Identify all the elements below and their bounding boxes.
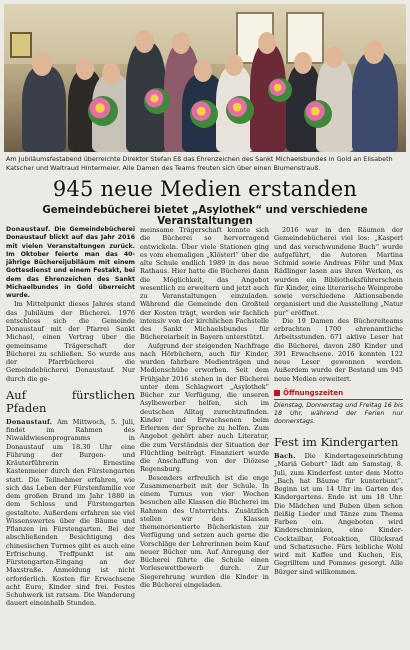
section-title-fuerstliche-pfade: Auf fürstlichen Pfaden (6, 387, 135, 415)
flower-bouquet (190, 100, 218, 128)
body-paragraph (274, 452, 403, 576)
photo-person-head (76, 58, 94, 80)
article-column-3 (274, 226, 403, 576)
body-paragraph: Im Mittelpunkt dieses Jahres stand das Jubiläum der Bücherei. 1976 entschloss sich die Gemeinde Donaustauf mit der Pfarrei Sankt Michael, einen Vertrag über die gemeinsame Trägerschaft der Bücherei zu schließen. So wurde aus der Pfarrbücherei die Gemeindebücherei Donaustauf. Nur durch die ge- (6, 300, 135, 383)
photo-person (22, 66, 66, 152)
body-paragraph: 2016 war in den Räumen der Gemeindebücherei viel los: „Kasperl und das verschwundene Buch“ wurde aufgeführt, die Autoren Martina Schmid sowie Andreas Föhr und Max Rädlinger lasen aus ihren Werken, es wurden ein Bibliotheksführerschein für Kinder, eine literarische Weinprobe sowie verschiedene Aktionsabende organisiert und die Ausstellung „Natur pur“ eröffnet. (274, 226, 403, 317)
red-square-icon (274, 390, 280, 396)
body-paragraph (6, 418, 135, 608)
opening-hours-text: Dienstag, Donnerstag und Freitag 16 bis 18 Uhr, während der Ferien nur donnerstags. (274, 402, 403, 425)
body-paragraph: Besonders erfreulich ist die enge Zusammenarbeit mit der Schule. In einem Turnus von vier Wochen besuchen alle Klassen die Bücherei im Rahmen des Unterrichts. Zusätzlich stellen wir den Klassen themenorientierte Bücherkisten zur Verfügung und setzen auch gerne die Vorschläge der Lehrerinnen beim Kauf neuer Bücher um. Auf Anregung der Bücherei führte die Schule einen Vorlesewettbewerb durch. Zur Siegerehrung wurden die Kinder in die Bücherei eingeladen. (140, 473, 269, 589)
divider (274, 399, 403, 400)
dateline: Bach. (274, 452, 296, 460)
flower-bouquet (226, 96, 254, 124)
dateline: Donaustauf. (6, 226, 51, 233)
body-paragraph: Die 19 Damen des Büchereiteams erbrachten 1700 ehrenamtliche Arbeitsstunden. 671 aktive Leser hat die Bücherei, davon 280 Kinder und 391 Erwachsene. 2016 konnten 122 neue Leser gewonnen werden. Außerdem wurde der Bestand um 945 neue Medien erweitert. (274, 316, 403, 383)
photo-person (352, 52, 398, 152)
body-paragraph: meinsame Trägerschaft konnte sich die Bücherei so hervorragend entwickeln. Über viele Stationen ging es vom ehemaligen „Klösterl“ über die alte Schule endlich 1989 in das neue Rathaus. Hier hatte die Bücherei dann die Möglichkeit, das Angebot wesentlich zu erweitern und jetzt auch zu Veranstaltungen einzuladen. Während die Gemeinde den Großteil der Kosten trägt, werden wir fachlich intensiv von der kirchlichen Fachstelle des Sankt Michaelsbundes für Büchereiarbeit in Bayern unterstützt. (140, 226, 269, 342)
photo-person-head (172, 32, 190, 54)
body-text: Am Mittwoch, 5. Juli, findet im Rahmen des Niwaldwiesenprogramms in Donaustauf um 18.30 Uhr eine Führung der Burgen- und Kräuterführerin Ernestine Kastenmeier durch den Fürstengarten statt. Die Teilnehmer erfahren, wie sich das Leben der Fürstenfamilie vor dem großen Brand im Jahr 1880 in dem Schloss und Fürstengarten gestaltete. Außerdem erfahren sie viel Wissenswertes über die Bäume und Pflanzen im Fürstengarten. Bei der abschließenden Besichtigung des chinesischen Turmes gibt es auch eine Erfrischung. Treffpunkt ist am Fürstengarten-Eingang an der Maxstraße. Anmeldung ist nicht erforderlich. Kosten für Erwachsene acht Euro, Kinder sind frei. Festes Schuhwerk ist ratsam. Die Wanderung dauert eineinhalb Stunden. (6, 417, 135, 608)
article-column-1 (6, 226, 135, 608)
info-box-title-text: Öffnungszeiten (283, 388, 344, 397)
photo-person-head (225, 54, 243, 76)
photo-person-head (194, 60, 212, 82)
body-text: Die Kindertageseinrichtung „Mariä Geburt“ lädt am Samstag, 8. Juli, zum Kinderfest unter dem Motto „Bach hat Bäume für kunterbunt“. Beginn ist um 14 Uhr im Garten des Kindergartens. Ende ist um 18 Uhr. Die Mädchen und Buben üben schon fleißig Lieder und Tänze zum Thema Farben ein. Angeboten wird Kinderschminken, eine Kinder-Cocktailbar, Fotoaktion, Glücksrad und Schatzsuche. Fürs leibliche Wohl wird mit Kaffee und Kuchen, Eis, Gegrilltem und Pommes gesorgt. Alle Bürger sind willkommen. (274, 452, 403, 576)
photo-person-head (364, 40, 384, 64)
lead-paragraph (6, 226, 135, 300)
photo-wall (4, 4, 406, 64)
photo-person-head (32, 52, 52, 76)
photo-person-head (325, 46, 343, 68)
article-column-2 (140, 226, 269, 589)
dateline: Donaustauf. (6, 417, 53, 426)
lead-text: Die Gemeindebücherei Donaustauf blickt auf das Jahr 2016 mit vielen Veranstaltungen zurück. Im Oktober feierte man das 40-jährige Büchereijubiläum mit einem Gottesdienst und einem Festakt, bei dem das Ehrenzeichen des Sankt Michaelbundes in Gold überreicht wurde. (6, 226, 135, 299)
headline: 945 neue Medien erstanden (52, 177, 358, 201)
subheadline: Gemeindebücherei bietet „Asylothek“ und verschiedene Veranstaltungen (42, 205, 368, 227)
group-photo (4, 4, 406, 152)
photo-caption: Am Jubiläumsfestabend überreichte Direktor Stefan Eß das Ehrenzeichen des Sankt Michaelsbundes in Gold an Elisabeth Katscher und Waltraud Hintermeier. Alle Damen des Teams freuten sich über einen Blumenstrauß. (6, 155, 393, 172)
flower-bouquet (304, 100, 332, 128)
photo-person-head (102, 62, 120, 84)
info-box-title (274, 389, 403, 397)
photo-person-head (294, 52, 312, 74)
flower-bouquet (144, 88, 170, 114)
body-paragraph: Aufgrund der steigenden Nachfrage nach Hörbüchern, auch für Kinder, wurden fahrbare Medienträgen und Medienschübe erworben. Seit dem Frühjahr 2016 stehen in der Bücherei unter dem Schlagwort „Asylothek“ Bücher zur Verfügung, die unseren Asylbewerber helfen, sich im deutschen Alltag zurechtzufinden. Kinder und Erwachsenen beim Erlernen der Sprache zu helfen. Zum Angebot gehört aber auch Literatur, die zum Verständnis der Situation der Flüchtling beiträgt. Finanziert wurde die Anschaffung von der Diözese Regensburg. (140, 341, 269, 474)
flower-bouquet (88, 96, 118, 126)
section-title-kindergarten: Fest im Kindergarten (274, 435, 399, 449)
photo-picture-frame (10, 32, 32, 58)
photo-person-head (258, 32, 276, 54)
photo-person-head (135, 30, 154, 53)
flower-bouquet (268, 78, 292, 102)
